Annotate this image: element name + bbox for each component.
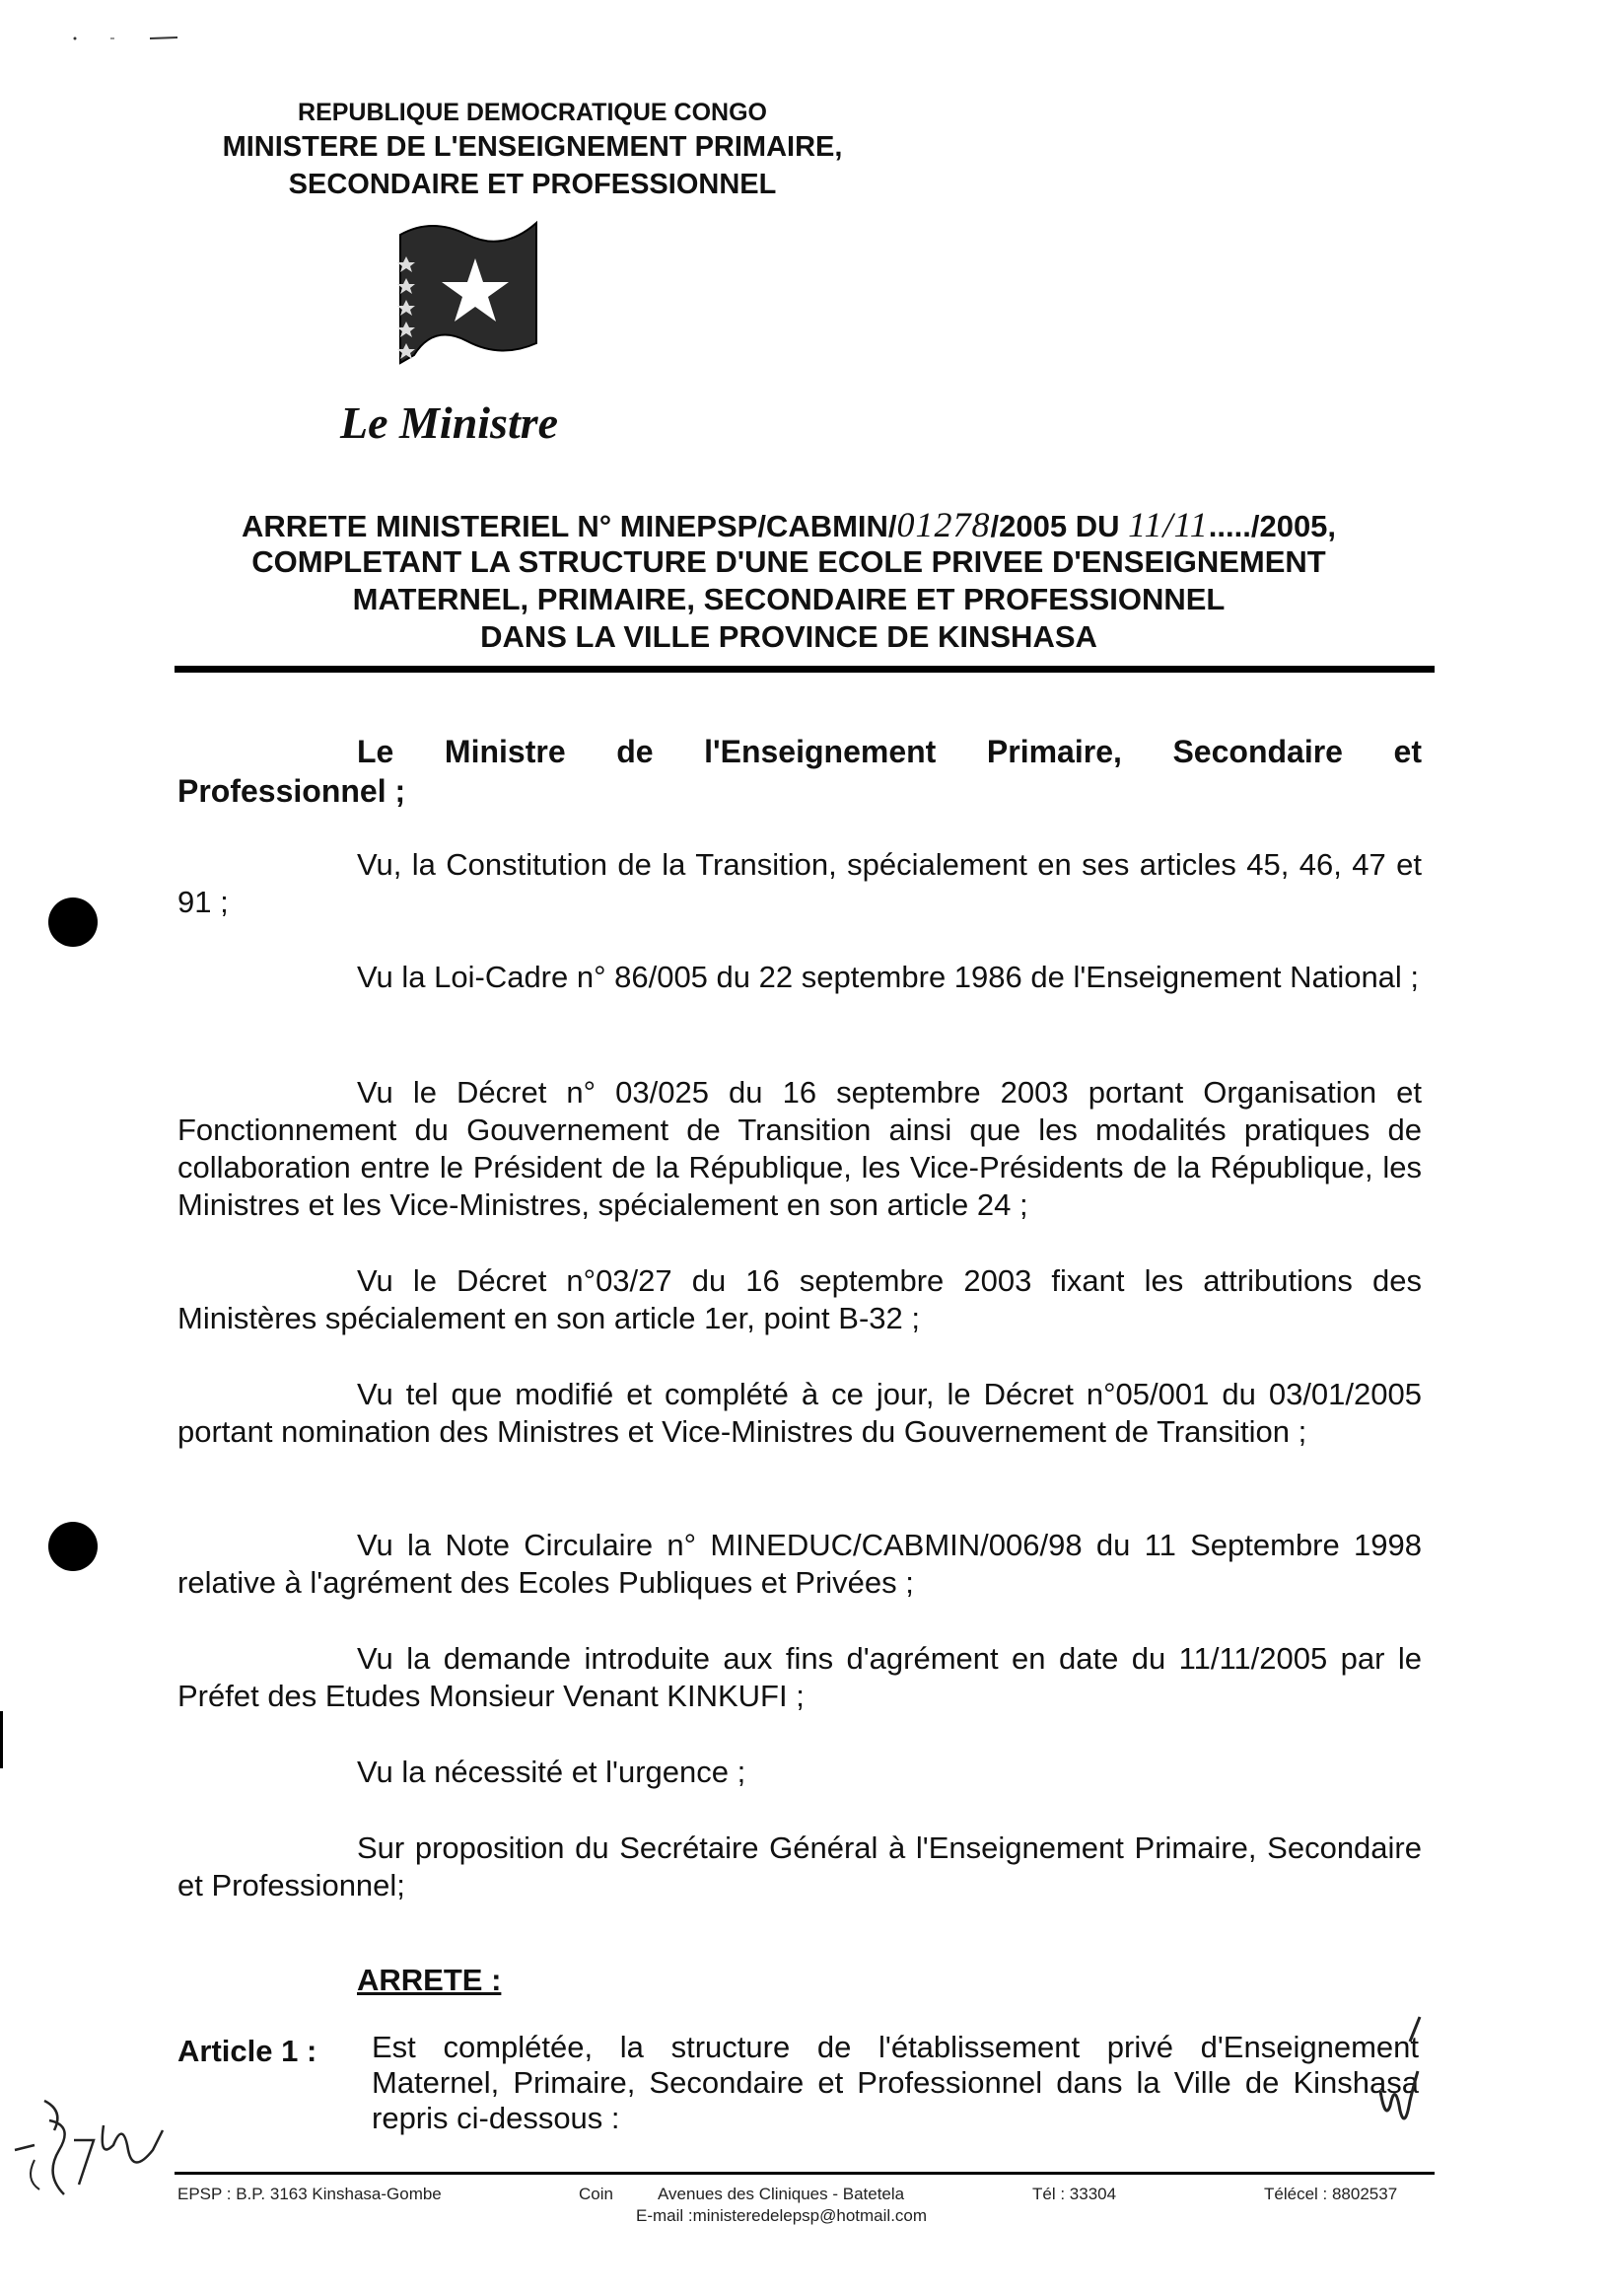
- handwritten-initials-right: [1361, 2012, 1430, 2130]
- congo-flag-emblem: [392, 207, 542, 385]
- footer-address: EPSP : B.P. 3163 Kinshasa-Gombe: [177, 2185, 442, 2203]
- decree-title-line1: [148, 506, 1430, 545]
- footer-coin: Coin: [579, 2185, 613, 2203]
- title-mid: /2005 DU: [990, 509, 1129, 543]
- footer-email[interactable]: E-mail :ministeredelepsp@hotmail.com: [636, 2206, 928, 2225]
- handwritten-initials-left: [5, 2091, 173, 2199]
- handwritten-decree-number: 01278: [896, 505, 991, 544]
- decree-title-line3: MATERNEL, PRIMAIRE, SECONDAIRE ET PROFESSIONNEL: [352, 582, 1226, 616]
- footer-tel: Tél : 33304: [1032, 2185, 1117, 2203]
- sur-proposition: Sur proposition du Secrétaire Général à l'Enseignement Primaire, Secondaire et Professionnel;: [177, 1830, 1422, 1902]
- article1-text: Est complétée, la structure de l'établissement privé d'Enseignement Maternel, Primaire, Secondaire et Professionnel dans la Ville de Kinshasa repris ci-dessous :: [372, 2030, 1419, 2135]
- footer-rule: [175, 2172, 1435, 2175]
- vu-note-circulaire: Vu la Note Circulaire n° MINEDUC/CABMIN/006/98 du 11 Septembre 1998 relative à l'agrément des Ecoles Publiques et Privées ;: [177, 1528, 1422, 1600]
- ministry-heading-line1: MINISTERE DE L'ENSEIGNEMENT PRIMAIRE,: [222, 131, 843, 163]
- intro-line1: Le Ministre de l'Enseignement Primaire, Secondaire et: [357, 734, 1422, 769]
- arrete-heading: ARRETE :: [357, 1963, 502, 1997]
- ministry-heading-line2: SECONDAIRE ET PROFESSIONNEL: [288, 169, 777, 200]
- scan-mark-top: [71, 30, 179, 39]
- footer-telecel: Télécel : 8802537: [1264, 2185, 1398, 2203]
- margin-mark: [0, 1711, 3, 1768]
- handwritten-date: 11/11: [1128, 505, 1209, 544]
- vu-decret-attributions: Vu le Décret n°03/27 du 16 septembre 2003 fixant les attributions des Ministères spécialement en son article 1er, point B-32 ;: [177, 1263, 1422, 1335]
- vu-demande: Vu la demande introduite aux fins d'agrément en date du 11/11/2005 par le Préfet des Etudes Monsieur Venant KINKUFI ;: [177, 1641, 1422, 1713]
- title-prefix: ARRETE MINISTERIEL N° MINEPSP/CABMIN/: [241, 509, 897, 543]
- footer-avenues: Avenues des Cliniques - Batetela: [658, 2185, 905, 2203]
- intro-line2: Professionnel ;: [177, 773, 406, 809]
- title-suffix: ...../2005,: [1208, 509, 1337, 543]
- republic-heading: REPUBLIQUE DEMOCRATIQUE CONGO: [298, 99, 767, 126]
- vu-constitution: Vu, la Constitution de la Transition, spécialement en ses articles 45, 46, 47 et 91 ;: [177, 847, 1422, 919]
- minister-signature-title: Le Ministre: [340, 397, 559, 448]
- vu-decret-organisation: Vu le Décret n° 03/025 du 16 septembre 2003 portant Organisation et Fonctionnement du Gouvernement de Transition ainsi que les modalités pratiques de collaboration entre le Président de la République, les Vice-Présidents de la République, les Ministres et les Vice-Ministres, spécialement en son article 24 ;: [177, 1075, 1422, 1222]
- punch-hole-bottom: [48, 1522, 98, 1571]
- vu-loi-cadre: Vu la Loi-Cadre n° 86/005 du 22 septembre 1986 de l'Enseignement National ;: [357, 960, 1420, 994]
- vu-decret-nomination: Vu tel que modifié et complété à ce jour, le Décret n°05/001 du 03/01/2005 portant nomination des Ministres et Vice-Ministres du Gouvernement de Transition ;: [177, 1377, 1422, 1449]
- vu-necessite: Vu la nécessité et l'urgence ;: [357, 1755, 746, 1789]
- article1-label: Article 1 :: [177, 2034, 317, 2068]
- title-rule: [175, 666, 1435, 673]
- punch-hole-top: [48, 897, 98, 947]
- decree-title-line4: DANS LA VILLE PROVINCE DE KINSHASA: [480, 619, 1097, 654]
- decree-title-line2: COMPLETANT LA STRUCTURE D'UNE ECOLE PRIVEE D'ENSEIGNEMENT: [251, 544, 1326, 579]
